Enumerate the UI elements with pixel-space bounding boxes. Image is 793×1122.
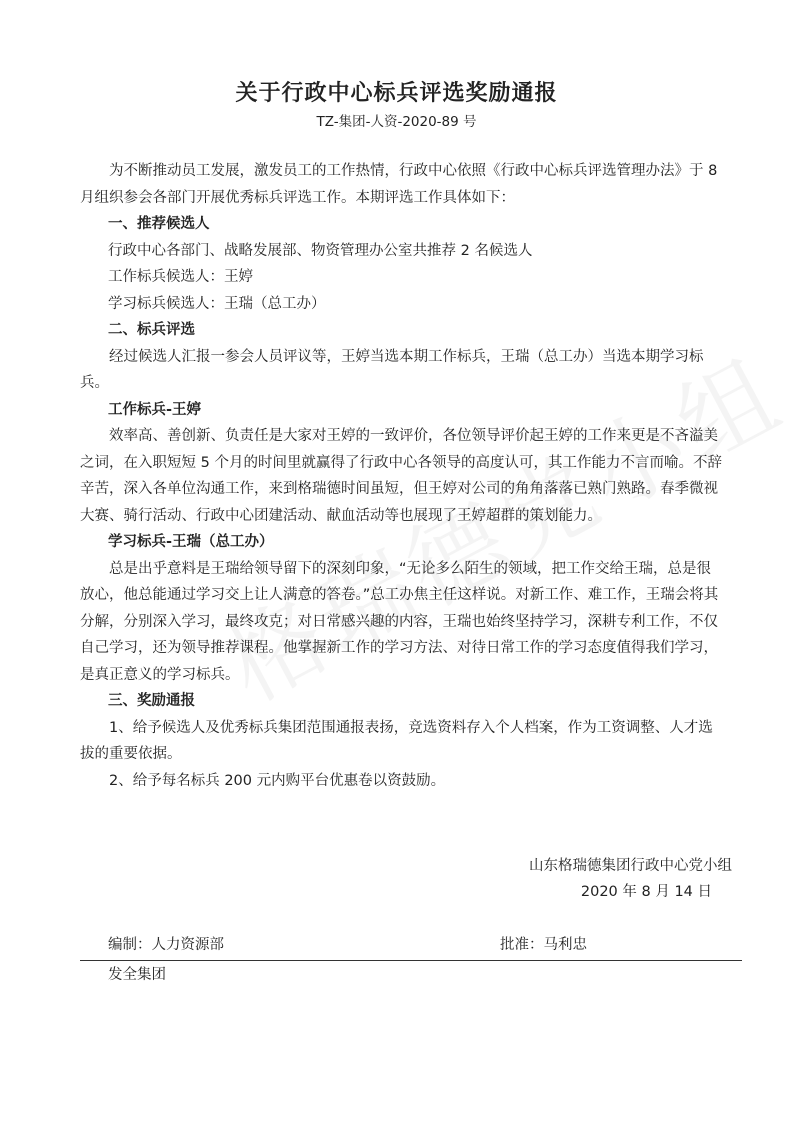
candidates-line: 工作标兵候选人：王婷: [108, 269, 253, 285]
work-model-paragraph: 效率高、善创新、负责任是大家对王婷的一致评价，各位领导评价起王婷的工作来更是不吝溢美之词，在入职短短 5 个月的时间里就赢得了行政中心各领导的高度认可，其工作能力不言而喻。不辞辛苦，深入各单位沟通工作，来到格瑞德时间虽短，但王婷对公司的角角落落已熟门熟路。春季微视大赛、骑行活动、行政中心团建活动、献血活动等也展现了王婷超群的策划能力。: [80, 428, 722, 524]
footer-divider: [80, 960, 742, 961]
section-heading-selection: 二、标兵评选: [108, 322, 195, 338]
study-model-paragraph: 总是出乎意料是王瑞给领导留下的深刻印象，“无论多么陌生的领域，把工作交给王瑞，总是很放心，他总能通过学习交上让人满意的答卷。”总工办焦主任这样说。对新工作、难工作，王瑞会将其分解，分别深入学习，最终攻克；对日常感兴趣的内容，王瑞也始终坚持学习，深耕专利工作，不仅自己学习，还为领导推荐课程。他掌握新工作的学习方法、对待日常工作的学习态度值得我们学习，是真正意义的学习标兵。: [80, 560, 719, 683]
distribution-label: 发全集团: [108, 967, 166, 983]
footer-row: [108, 933, 708, 954]
section-heading-rewards: 三、奖励通报: [108, 693, 195, 709]
editor-label: 编制：人力资源部: [108, 937, 224, 953]
selection-paragraph: 经过候选人汇报一参会人员评议等，王婷当选本期工作标兵，王瑞（总工办）当选本期学习标兵。: [80, 348, 704, 391]
document-number: TZ-集团-人资-2020-89 号: [316, 114, 477, 130]
candidates-line: 学习标兵候选人：王瑞（总工办）: [108, 295, 326, 312]
section-heading-candidates: 一、推荐候选人: [108, 216, 210, 232]
document-title: 关于行政中心标兵评选奖励通报: [235, 81, 558, 106]
document-body: [80, 158, 722, 794]
reward-item: 2、给予每名标兵 200 元内购平台优惠卷以资鼓励。: [109, 772, 446, 789]
study-model-heading: 学习标兵-王瑞（总工办）: [108, 534, 274, 550]
signature-org: 山东格瑞德集团行政中心党小组: [529, 858, 732, 874]
candidates-line: 行政中心各部门、战略发展部、物资管理办公室共推荐 2 名候选人: [108, 242, 533, 259]
reward-item: 1、给予候选人及优秀标兵集团范围通报表扬，竞选资料存入个人档案，作为工资调整、人才选拔的重要依据。: [80, 719, 713, 762]
approver-label: 批准：马利忠: [500, 937, 587, 953]
work-model-heading: 工作标兵-王婷: [108, 401, 202, 418]
signature-date: 2020 年 8 月 14 日: [580, 884, 712, 900]
intro-paragraph: 为不断推动员工发展，激发员工的工作热情，行政中心依照《行政中心标兵评选管理办法》于 8 月组织参会各部门开展优秀标兵评选工作。本期评选工作具体如下：: [80, 163, 718, 206]
